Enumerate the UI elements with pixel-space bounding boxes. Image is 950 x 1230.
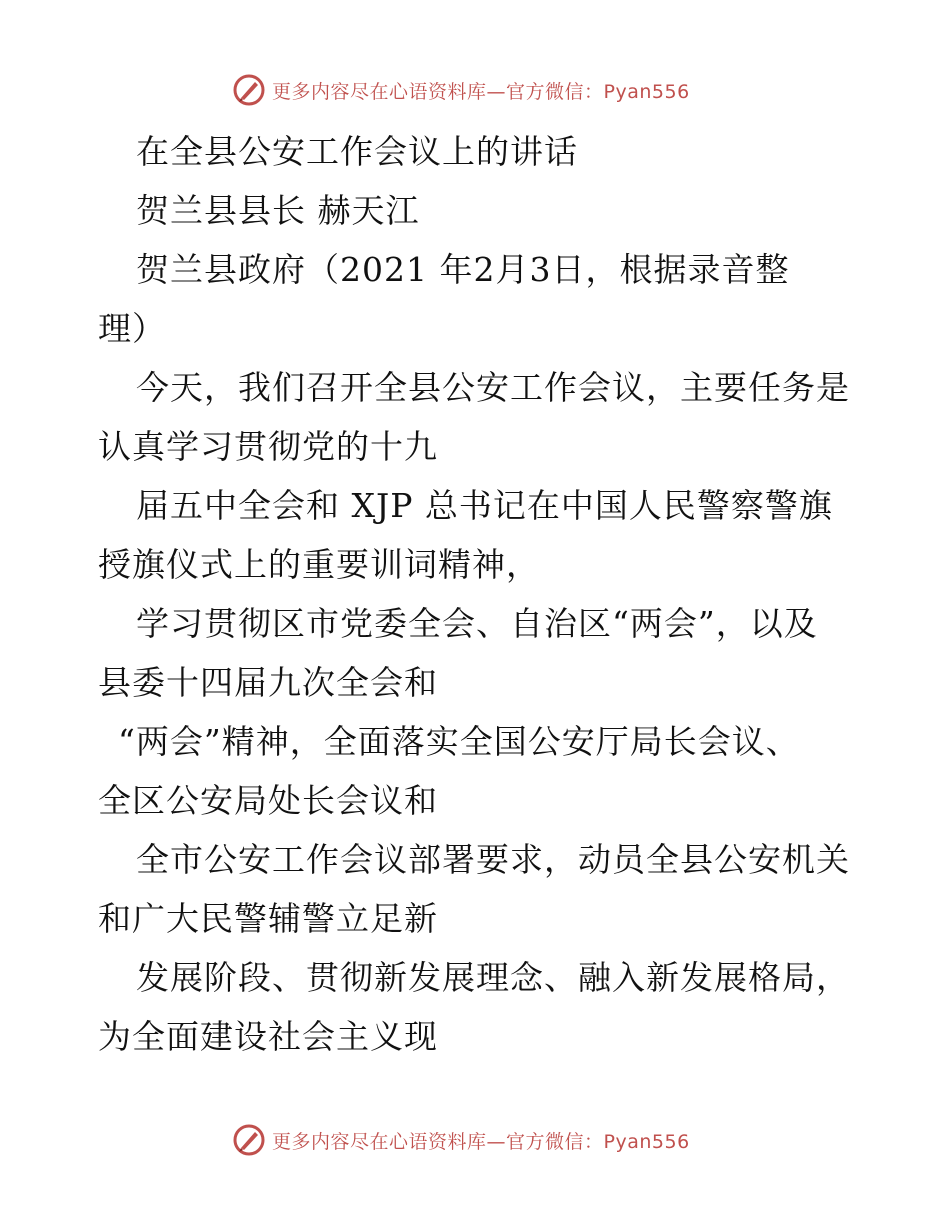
paragraph-line: 授旗仪式上的重要训词精神，: [98, 545, 540, 584]
footer-watermark: [232, 1120, 690, 1160]
author-line: 贺兰县县长 赫天江: [136, 191, 420, 230]
document-body: [98, 122, 868, 1066]
pen-logo-icon: [232, 73, 266, 107]
paragraph-line: 发展阶段、贯彻新发展理念、融入新发展格局，: [136, 958, 850, 997]
paragraph-line: 和广大民警辅警立足新: [98, 899, 438, 938]
paragraph-line: 全市公安工作会议部署要求，动员全县公安机关: [136, 840, 850, 879]
watermark-text: 更多内容尽在心语资料库—官方微信：Pyan556: [272, 1130, 690, 1153]
paragraph-line: 认真学习贯彻党的十九: [98, 427, 438, 466]
paragraph-line: “两会”精神，全面落实全国公安厅局长会议、: [118, 722, 800, 761]
paragraph-line: 为全面建设社会主义现: [98, 1017, 438, 1056]
header-watermark: [232, 70, 690, 110]
source-line-continued: 理）: [98, 309, 166, 348]
paragraph-line: 县委十四届九次全会和: [98, 663, 438, 702]
pen-logo-icon: [232, 1123, 266, 1157]
source-line: 贺兰县政府（2021 年2月3日，根据录音整: [136, 250, 790, 289]
paragraph-line: 全区公安局处长会议和: [98, 781, 438, 820]
paragraph-line: 今天，我们召开全县公安工作会议，主要任务是: [136, 368, 850, 407]
paragraph-line: 学习贯彻区市党委全会、自治区“两会”，以及: [136, 604, 818, 643]
watermark-text: 更多内容尽在心语资料库—官方微信：Pyan556: [272, 80, 690, 103]
paragraph-line: 届五中全会和 XJP 总书记在中国人民警察警旗: [136, 486, 833, 525]
document-title: 在全县公安工作会议上的讲话: [136, 132, 578, 171]
